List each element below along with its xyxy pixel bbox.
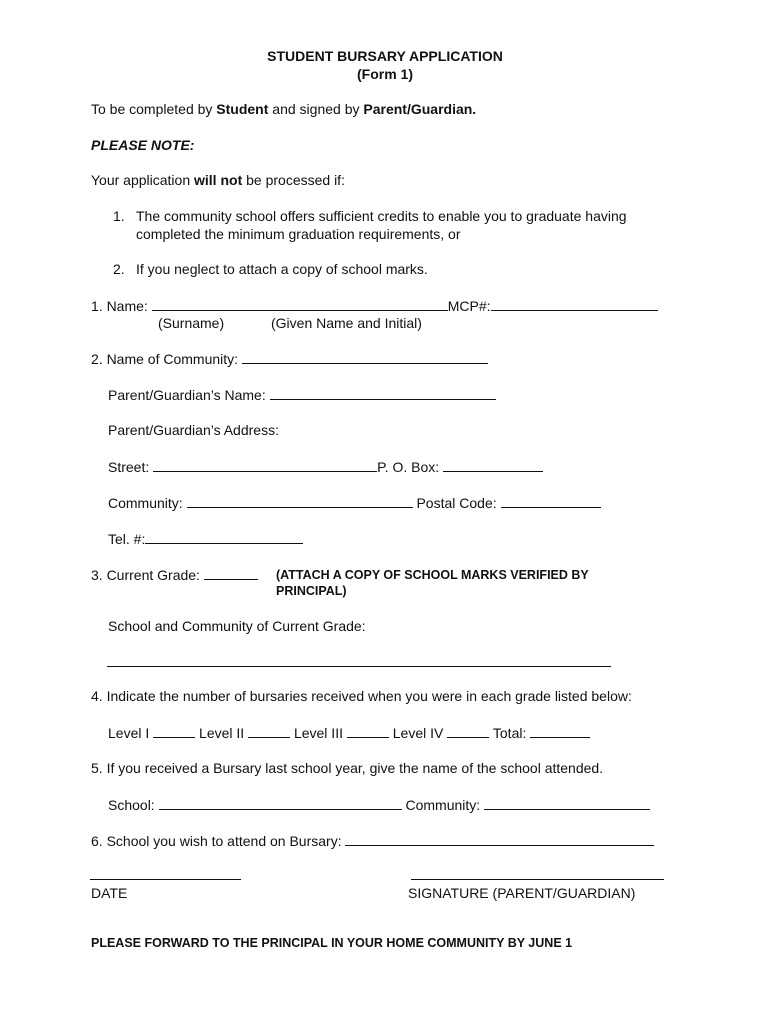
footer-note: PLEASE FORWARD TO THE PRINCIPAL IN YOUR HOME COMMUNITY BY JUNE 1 <box>91 936 573 950</box>
levels-row <box>108 724 590 741</box>
desired-school-label: 6. School you wish to attend on Bursary: <box>91 833 342 849</box>
street-field[interactable] <box>153 458 377 472</box>
note-bold: will not <box>194 172 243 188</box>
community2-row <box>108 494 601 511</box>
note-post: be processed if: <box>242 172 345 188</box>
note-item-1-line2: completed the minimum graduation requirements, or <box>136 226 461 242</box>
guardian-name-field[interactable] <box>270 386 496 400</box>
community2-field[interactable] <box>187 494 413 508</box>
bursaries-question: 4. Indicate the number of bursaries received when you were in each grade listed below: <box>91 688 632 704</box>
name-label: 1. Name: <box>91 298 148 314</box>
grade-field[interactable] <box>204 566 258 580</box>
note-pre: Your application <box>91 172 195 188</box>
signature-field[interactable] <box>411 866 664 880</box>
postal-code-field[interactable] <box>501 494 601 508</box>
last-school-row <box>108 796 650 813</box>
postal-code-label: Postal Code: <box>416 495 497 511</box>
note-item-1-line1: The community school offers sufficient credits to enable you to graduate having <box>136 208 627 224</box>
attach-note-line1: (ATTACH A COPY OF SCHOOL MARKS VERIFIED BY <box>276 568 589 582</box>
grade-label: 3. Current Grade: <box>91 567 200 583</box>
note-item-1-num: 1. <box>113 208 125 224</box>
note-heading: PLEASE NOTE: <box>91 137 195 153</box>
attach-note-line2: PRINCIPAL) <box>276 584 347 598</box>
level3-field[interactable] <box>347 724 389 738</box>
level2-field[interactable] <box>248 724 290 738</box>
level4-label: Level IV <box>392 725 444 741</box>
community-field[interactable] <box>242 350 488 364</box>
guardian-name-label: Parent/Guardian’s Name: <box>108 387 266 403</box>
name-field[interactable] <box>152 297 448 311</box>
note-item-2-line1: If you neglect to attach a copy of school marks. <box>136 261 428 277</box>
tel-row <box>108 530 303 547</box>
mcp-label: MCP#: <box>447 298 491 314</box>
surname-hint: (Surname) <box>158 315 225 331</box>
mcp-field[interactable] <box>491 297 658 311</box>
guardian-address-label: Parent/Guardian’s Address: <box>108 422 279 438</box>
level2-label: Level II <box>199 725 245 741</box>
current-school-field[interactable] <box>107 653 611 667</box>
tel-field[interactable] <box>145 530 303 544</box>
community-label: 2. Name of Community: <box>91 351 239 367</box>
form-subtitle: (Form 1) <box>357 66 413 82</box>
signature-label: SIGNATURE (PARENT/GUARDIAN) <box>408 885 636 901</box>
intro-mid: and signed by <box>268 101 364 117</box>
tel-label: Tel. #: <box>108 531 146 547</box>
total-label: Total: <box>492 725 527 741</box>
note-intro <box>91 172 345 188</box>
level4-field[interactable] <box>447 724 489 738</box>
intro-student: Student <box>216 101 269 117</box>
level1-field[interactable] <box>153 724 195 738</box>
guardian-name-row <box>108 386 496 403</box>
form-title: STUDENT BURSARY APPLICATION <box>267 48 503 64</box>
intro-pre: To be completed by <box>91 101 217 117</box>
given-name-hint: (Given Name and Initial) <box>271 315 422 331</box>
pobox-field[interactable] <box>443 458 543 472</box>
desired-school-row <box>91 832 654 849</box>
community-row <box>91 350 488 367</box>
grade-row <box>91 566 258 583</box>
last-community-field[interactable] <box>484 796 650 810</box>
community2-label: Community: <box>108 495 183 511</box>
last-year-question: 5. If you received a Bursary last school year, give the name of the school attended. <box>91 760 604 776</box>
name-row <box>91 297 658 314</box>
level1-label: Level I <box>108 725 150 741</box>
street-label: Street: <box>108 459 150 475</box>
pobox-label: P. O. Box: <box>377 459 440 475</box>
desired-school-field[interactable] <box>345 832 654 846</box>
intro-text <box>91 101 476 117</box>
date-label: DATE <box>91 885 128 901</box>
last-community-label: Community: <box>405 797 481 813</box>
street-row <box>108 458 543 475</box>
note-item-2-num: 2. <box>113 261 125 277</box>
last-school-field[interactable] <box>159 796 402 810</box>
date-field[interactable] <box>90 866 241 880</box>
level3-label: Level III <box>293 725 343 741</box>
last-school-label: School: <box>108 797 155 813</box>
current-school-label: School and Community of Current Grade: <box>108 618 366 634</box>
total-field[interactable] <box>530 724 590 738</box>
intro-parent: Parent/Guardian. <box>363 101 477 117</box>
